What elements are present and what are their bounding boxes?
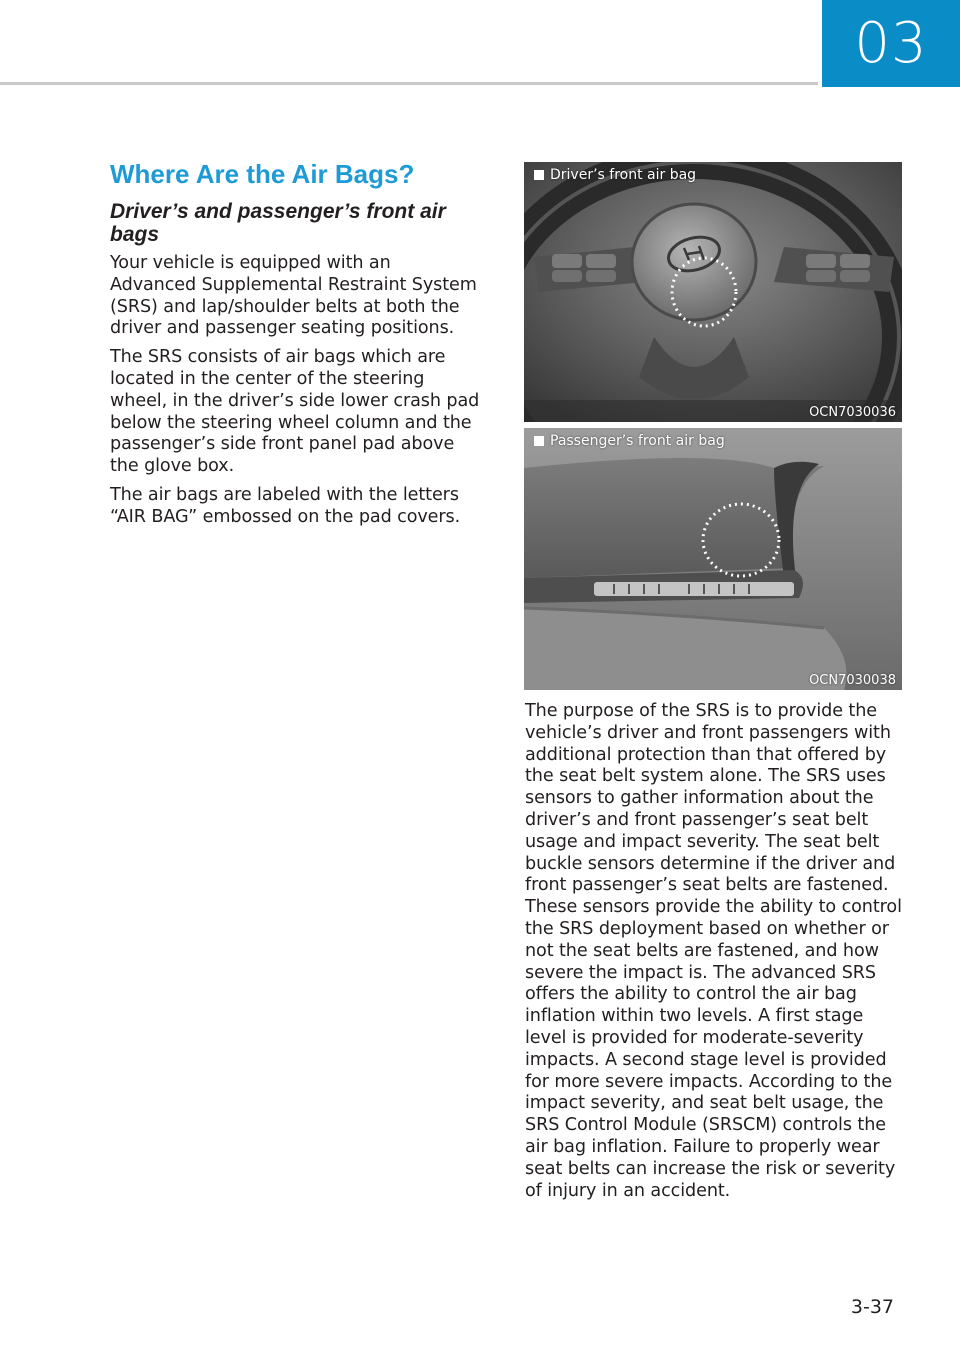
- section-title: Where Are the Air Bags?: [110, 159, 415, 189]
- figure-driver-air-bag: [524, 162, 902, 422]
- right-column: [525, 701, 905, 1209]
- body-paragraph: The purpose of the SRS is to provide the vehicle’s driver and front passengers with additional protection than that offered by the seat belt system alone. The SRS uses sensors to gather information about the driver’s and front passenger’s seat belt usage and impact severity. The seat belt buckle sensors determine if the driver and front passenger’s seat belts are fastened. These sensors provide the ability to control the SRS deployment based on whether or not the seat belts are fastened, and how severe the impact is. The advanced SRS offers the ability to control the air bag inflation within two levels. A first stage level is provided for moderate-severity impacts. A second stage level is provided for more severe impacts. According to the impact severity, and seat belt usage, the SRS Control Module (SRSCM) controls the air bag inflation. Failure to properly wear seat belts can increase the risk or severity of injury in an accident.: [525, 701, 902, 1201]
- chapter-tab: 03: [822, 0, 960, 87]
- body-paragraph: The air bags are labeled with the letters “AIR BAG” embossed on the pad covers.: [110, 484, 461, 527]
- figure-passenger-air-bag: [524, 428, 902, 690]
- header-rule: [0, 82, 818, 85]
- body-paragraph: The SRS consists of air bags which are located in the center of the steering wheel, in the driver’s side lower crash pad below the steering wheel column and the passenger’s side front panel pad above the glove box.: [110, 347, 480, 477]
- body-paragraph: Your vehicle is equipped with an Advanced Supplemental Restraint System (SRS) and lap/shoulder belts at both the driver and passenger seating positions.: [110, 253, 477, 339]
- square-bullet-icon: [534, 170, 544, 180]
- figure-caption: Passenger’s front air bag: [534, 433, 725, 449]
- sub-title: Driver’s and passenger’s front air bags: [110, 200, 446, 246]
- square-bullet-icon: [534, 436, 544, 446]
- dashboard-illustration: [524, 428, 902, 690]
- steering-wheel-illustration: [524, 162, 902, 422]
- figure-caption: Driver’s front air bag: [534, 167, 696, 183]
- figure-code: OCN7030036: [809, 405, 896, 420]
- figure-code: OCN7030038: [809, 673, 896, 688]
- left-column: [110, 157, 482, 536]
- page-number: 3-37: [850, 1296, 894, 1318]
